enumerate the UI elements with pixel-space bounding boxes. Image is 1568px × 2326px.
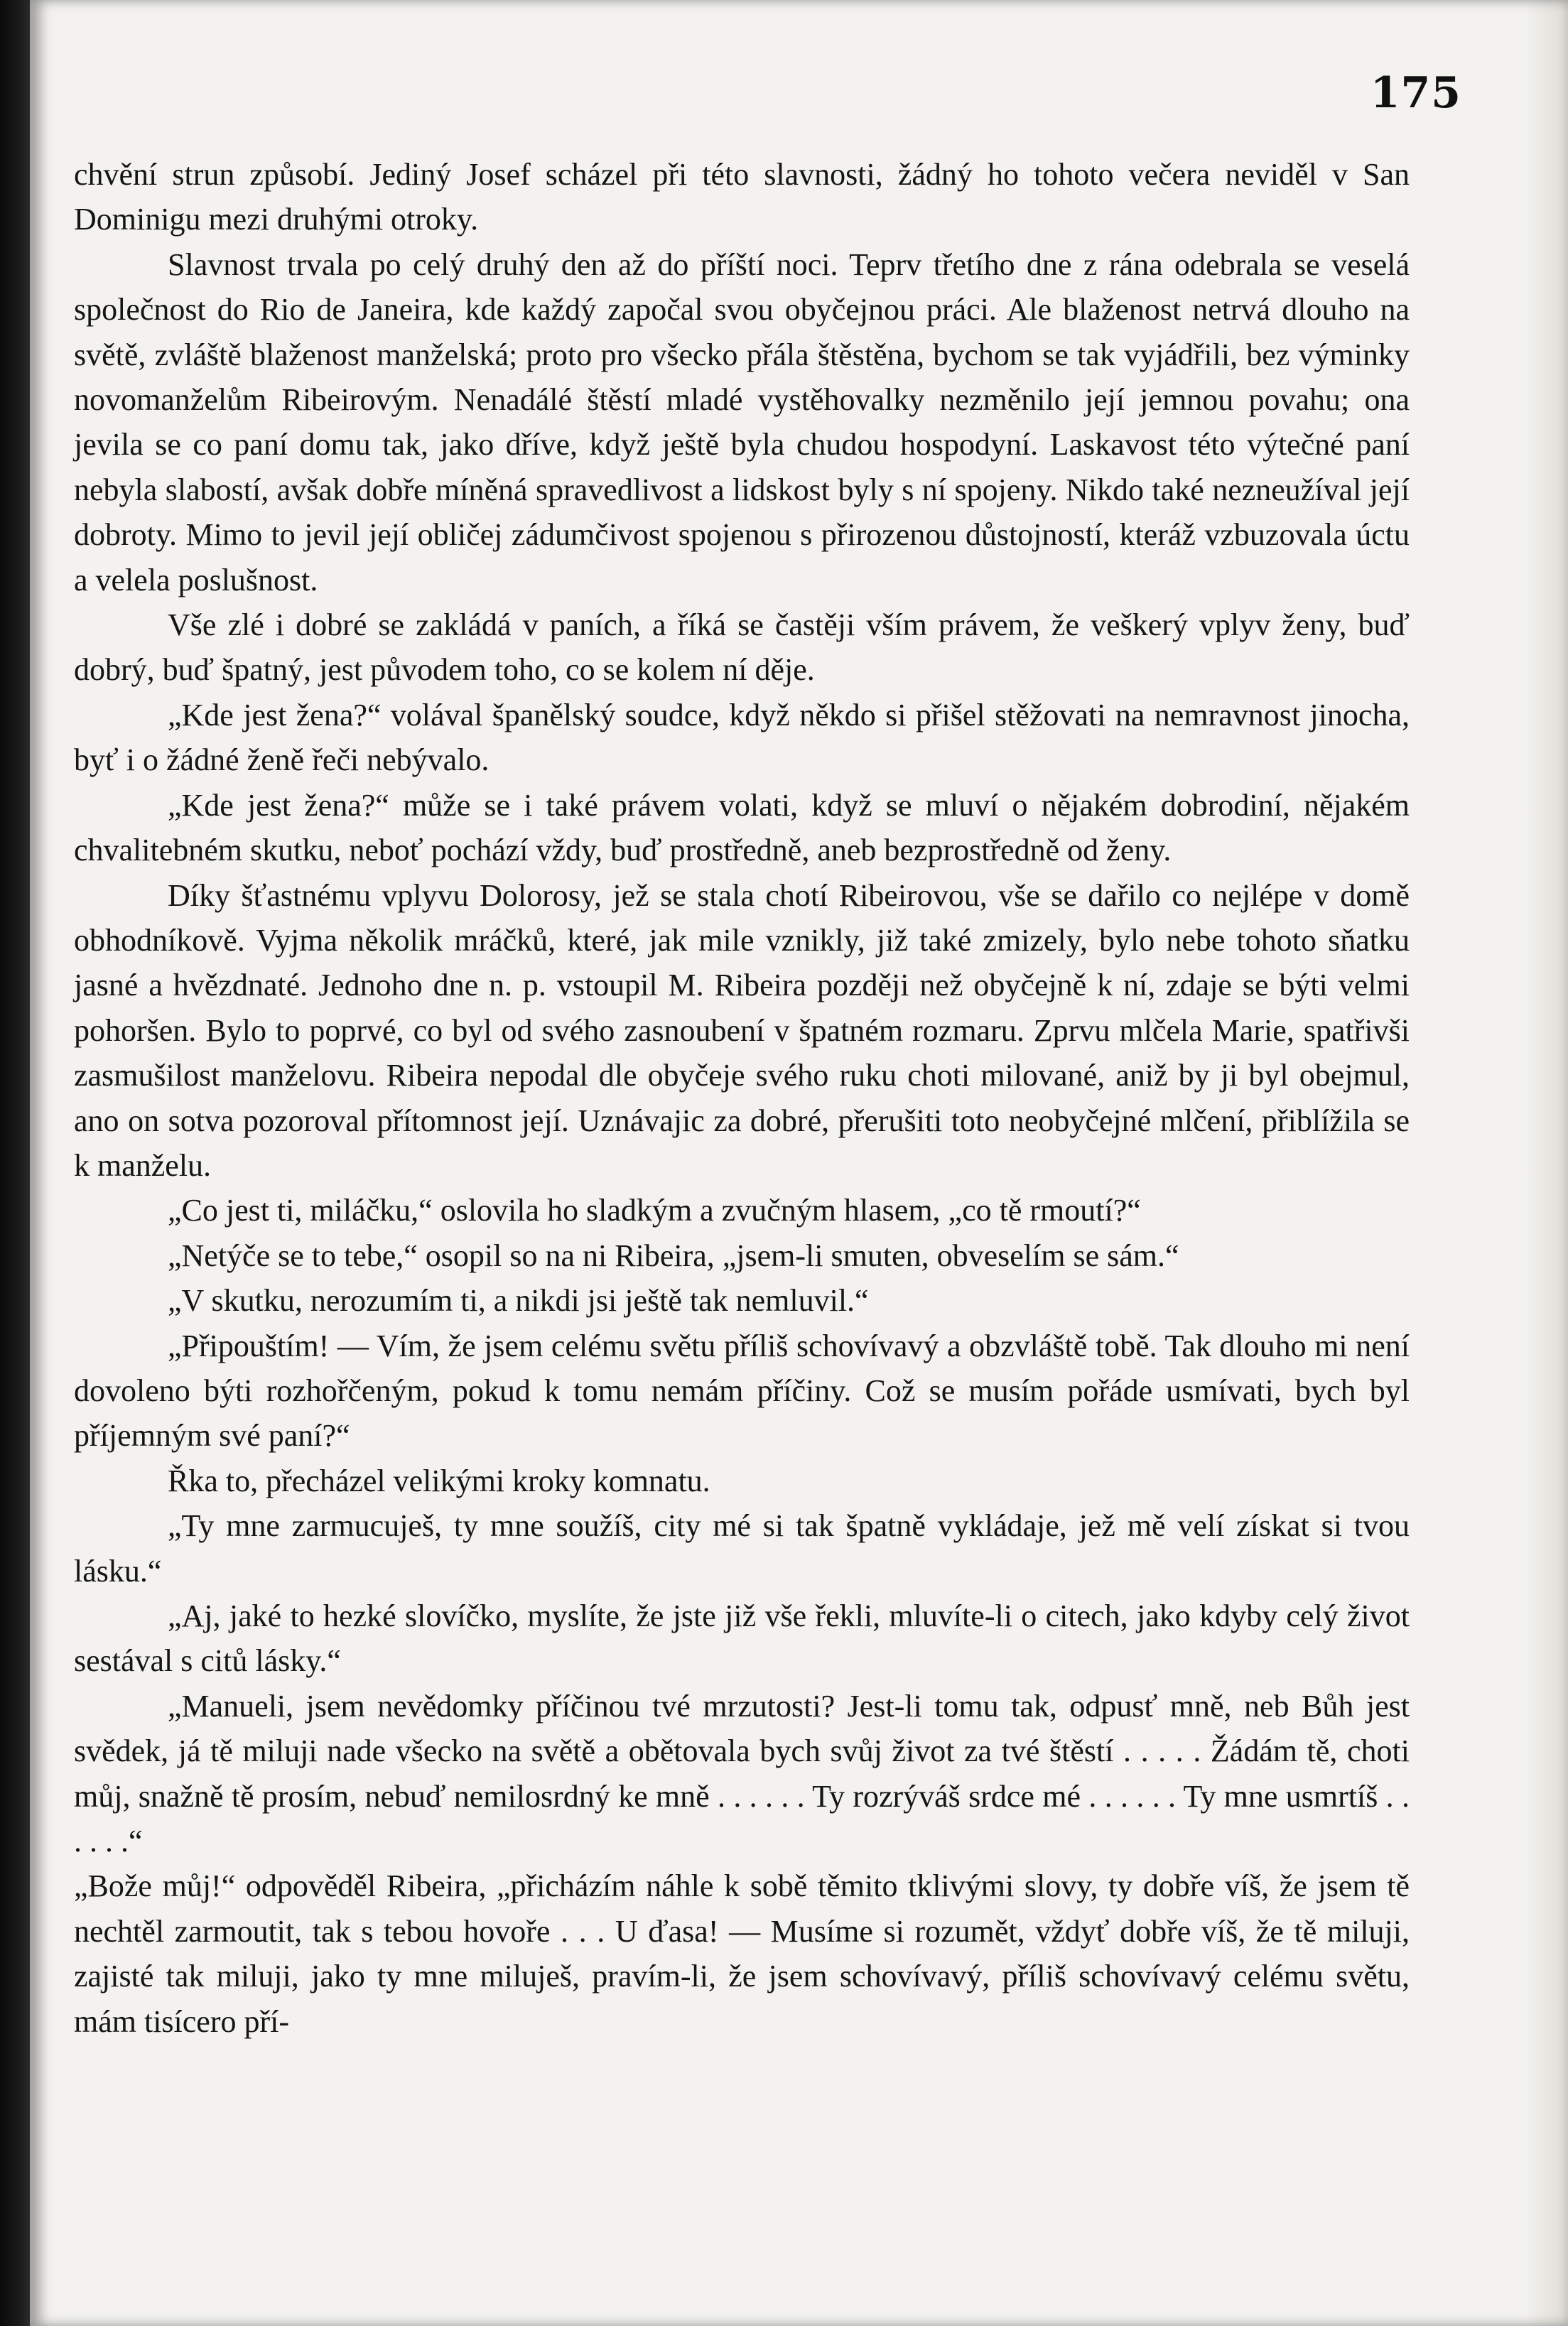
paragraph: chvění strun způsobí. Jediný Josef scházel při této slavnosti, žádný ho tohoto večera neviděl v San Dominigu mezi druhými otroky. <box>74 157 1410 237</box>
page-number: 175 <box>1370 68 1461 118</box>
dialogue-line: „Co jest ti, miláčku,“ oslovila ho sladkým a zvučným hlasem, „co tě rmoutí?“ <box>168 1193 1141 1228</box>
dialogue-line: „Aj, jaké to hezké slovíčko, myslíte, že jste již vše řekli, mluvíte-li o citech, jako kdyby celý život sestával s citů lásky.“ <box>74 1599 1410 1679</box>
book-page <box>30 0 1568 2326</box>
paragraph: Slavnost trvala po celý druhý den až do příští noci. Teprv třetího dne z rána odebrala se veselá společnost do Rio de Janeira, kde každý započal svou obyčejnou práci. Ale blaženost netrvá dlouho na světě, zvláště blaženost manželská; proto pro všecko přála štěstěna, bychom se tak vyjádřili, bez výminky novomanželům Ribeirovým. Nenadálé štěstí mladé vystěhovalky nezměnilo její jemnou povahu; ona jevila se co paní domu tak, jako dříve, když ještě byla chudou hospodyní. Laskavost této výtečné paní nebyla slabostí, avšak dobře míněná spravedlivost a lidskost byly s ní spojeny. Nikdo také neznеužíval její dobroty. Mimo to jevil její obličej zádumčivost spojenou s přirozenou důstojností, kteráž vzbuzovala úctu a velela poslušnost. <box>74 247 1410 597</box>
paragraph: Řka to, přecházel velikými kroky komnatu. <box>168 1463 710 1498</box>
body-text <box>74 152 1410 2044</box>
paragraph: „Kde jest žena?“ může se i také právem volati, když se mluví o nějakém dobrodiní, nějakém chvalitebném skutku, neboť pochází vždy, buď prostředně, aneb bezprostředně od ženy. <box>74 787 1410 868</box>
dialogue-line: „Připouštím! — Vím, že jsem celému světu příliš schovívavý a obzvláště tobě. Tak dlouho mi není dovoleno býti rozhořčeným, pokud k tomu nemám příčiny. Což se musím pořáde usmívati, bych byl příjemným své paní?“ <box>74 1328 1410 1454</box>
dialogue-line: „Manueli, jsem nevědomky příčinou tvé mrzutosti? Jest-li tomu tak, odpusť mně, neb Bůh jest svědek, já tě miluji nade všecko na světě a obětovala bych svůj život za tvé štěstí . . . . . Žádám tě, choti můj, snažně tě prosím, nebuď nemilosrdný ke mně . . . . . . Ty rozrýváš srdce mé . . . . . . Ty mne usmrtíš . . . . . .“ <box>74 1688 1410 1859</box>
dialogue-line: „Netýče se to tebe,“ osopil so na ni Ribeira, „jsem-li smuten, obveselím se sám.“ <box>168 1238 1179 1273</box>
dialogue-line: „Ty mne zarmucuješ, ty mne soužíš, city mé si tak špatně vykládaje, jež mě velí získat si tvou lásku.“ <box>74 1508 1410 1589</box>
paragraph: „Kde jest žena?“ volával španělský soudce, když někdo si přišel stěžovati na nemravnost jinocha, byť i o žádné ženě řeči nebývalo. <box>74 697 1410 778</box>
book-binding-edge <box>0 0 30 2326</box>
paragraph: Díky šťastnému vplyvu Dolorosy, jež se stala chotí Ribeirovou, vše se dařilo co nejlépe v domě obhodníkově. Vyjma několik mráčků, které, jak mile vznikly, již také zmizely, bylo nebe tohoto sňatku jasné a hvězdnaté. Jednoho dne n. p. vstoupil M. Ribeira později než obyčejně k ní, zdaje se býti velmi pohoršen. Bylo to poprvé, co byl od svého zasnoubení v špatném rozmaru. Zprvu mlčela Marie, spatřivši zasmušilost manželovu. Ribeira nepodal dle obyčeje svého ruku choti milované, aniž by ji byl obejmul, ano on sotva pozoroval přítomnost její. Uznávajic za dobré, přerušiti toto neobyčejné mlčení, přiblížila se k manželu. <box>74 877 1410 1183</box>
dialogue-line: „V skutku, nerozumím ti, a nikdi jsi ještě tak nemluvil.“ <box>168 1283 869 1319</box>
dialogue-line: „Bože můj!“ odpověděl Ribeira, „přicházím náhle k sobě těmito tklivými slovy, ty dobře víš, že jsem tě nechtěl zarmoutit, tak s tebou hovoře . . . U ďasa! — Musíme si rozumět, vždyť dobře víš, že tě miluji, zajisté tak miluji, jako ty mne miluješ, pravím-li, že jsem schovívavý, příliš schovívavý celému světu, mám tisícero pří- <box>74 1868 1410 2039</box>
paragraph: Vše zlé i dobré se zakládá v paních, a říká se častěji vším právem, že veškerý vplyv ženy, buď dobrý, buď špatný, jest původem toho, co se kolem ní děje. <box>74 607 1410 688</box>
